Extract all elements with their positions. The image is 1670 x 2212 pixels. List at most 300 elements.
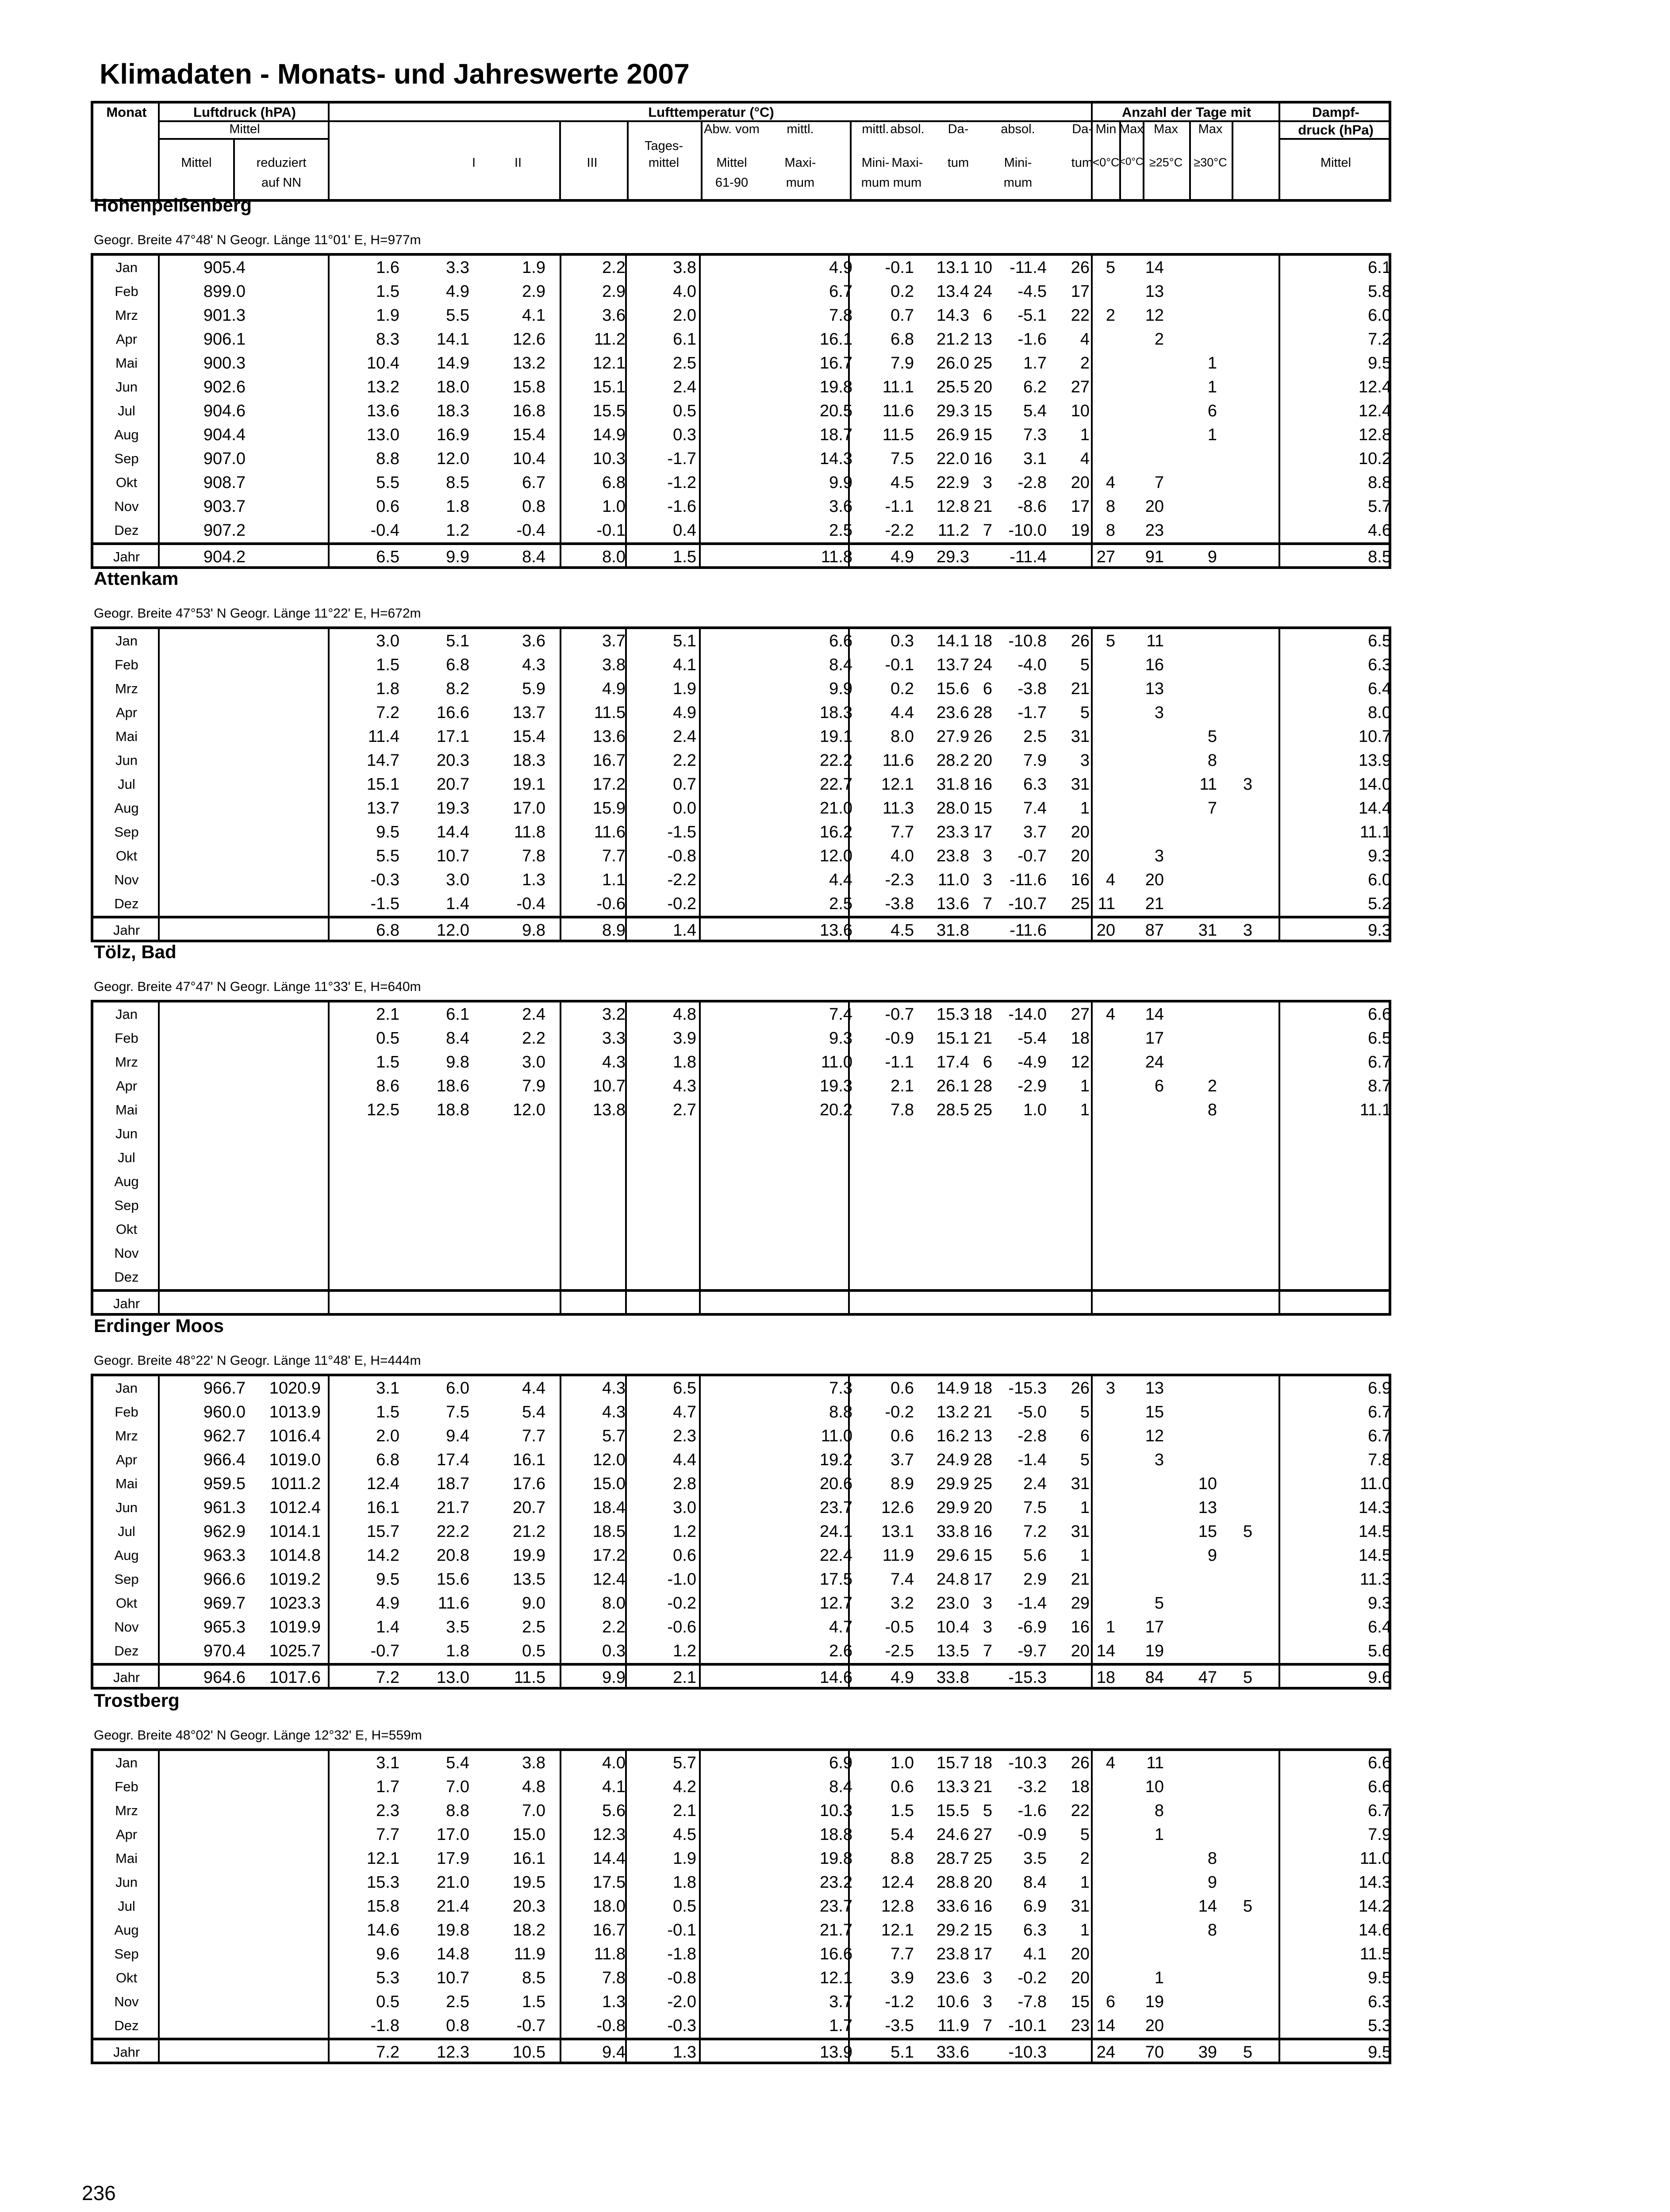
header-datum-a-1: Da- [948, 122, 969, 136]
cell-temp-III: 0.5 [522, 1642, 545, 1660]
cell-tagesmittel: 7.8 [602, 1969, 626, 1987]
table-row [93, 375, 1389, 399]
cell-datum-min: 1 [1080, 799, 1090, 818]
cell-absol-minimum: -10.3 [1008, 2043, 1047, 2062]
cell-datum-min: 5 [1080, 1451, 1090, 1469]
cell-dampfdruck: 5.6 [1368, 1642, 1391, 1660]
cell-datum-max: 24 [973, 282, 992, 301]
cell-temp-II: 18.6 [437, 1077, 469, 1095]
cell-mittl-maximum: 3.6 [829, 497, 852, 516]
cell-dampfdruck: 6.0 [1368, 306, 1391, 325]
cell-monat: Jul [118, 776, 135, 792]
cell-temp-II: 5.5 [446, 306, 469, 325]
cell-temp-I: -0.4 [370, 521, 399, 540]
cell-tagesmittel: 1.3 [602, 1993, 626, 2011]
cell-mittl-minimum: -0.5 [885, 1618, 914, 1636]
cell-mittl-minimum: -0.7 [885, 1005, 914, 1024]
table-row [93, 1472, 1389, 1496]
cell-datum-max: 7 [983, 521, 992, 540]
cell-mittl-minimum: 0.6 [891, 1778, 914, 1796]
cell-datum-min: 12 [1071, 1053, 1090, 1071]
cell-temp-I: 16.1 [367, 1498, 399, 1517]
cell-temp-II: 14.4 [437, 823, 469, 841]
cell-tage-eis: 3 [1154, 703, 1164, 722]
cell-tagesmittel: 8.9 [602, 921, 626, 940]
cell-datum-min: 26 [1071, 1754, 1090, 1772]
cell-mittl-maximum: 12.7 [820, 1594, 852, 1613]
station-name: Attenkam [94, 568, 179, 589]
cell-mittl-minimum: -3.8 [885, 895, 914, 913]
cell-dampfdruck: 7.9 [1368, 1825, 1391, 1844]
cell-abweichung: 0.6 [673, 1546, 696, 1565]
cell-absol-maximum: 22.0 [937, 449, 969, 468]
cell-tagesmittel: 11.6 [594, 823, 626, 841]
cell-luftdruck-reduziert: 1019.2 [269, 1570, 321, 1589]
cell-luftdruck-mittel: 962.7 [203, 1427, 246, 1445]
cell-dampfdruck: 5.3 [1368, 2016, 1391, 2035]
cell-absol-maximum: 10.6 [937, 1993, 969, 2011]
cell-temp-I: 1.8 [376, 680, 399, 698]
cell-datum-max: 28 [973, 703, 992, 722]
cell-dampfdruck: 11.0 [1359, 1475, 1391, 1493]
cell-temp-II: 7.5 [446, 1403, 469, 1421]
station-geo: Geogr. Breite 48°02' N Geogr. Länge 12°32' E, H=559m [94, 1728, 422, 1743]
cell-monat: Okt [115, 475, 138, 490]
cell-temp-II: 17.0 [437, 1825, 469, 1844]
table-row [93, 1146, 1389, 1170]
cell-temp-II: 16.9 [437, 426, 469, 444]
cell-dampfdruck: 6.3 [1368, 656, 1391, 674]
cell-abweichung: -0.3 [667, 2016, 696, 2035]
station-name: Tölz, Bad [94, 941, 177, 962]
cell-tage-eis: 14 [1145, 1005, 1164, 1024]
cell-luftdruck-reduziert: 1014.8 [269, 1546, 321, 1565]
cell-luftdruck-mittel: 963.3 [203, 1546, 246, 1565]
cell-absol-minimum: 3.7 [1023, 823, 1047, 841]
cell-absol-minimum: -3.2 [1017, 1778, 1047, 1796]
cell-tage-frost: 8 [1106, 521, 1115, 540]
cell-dampfdruck: 6.9 [1368, 1379, 1391, 1398]
cell-temp-I: 9.6 [376, 1945, 399, 1963]
cell-tage-eis: 24 [1145, 1053, 1164, 1071]
cell-monat: Jahr [113, 1670, 140, 1685]
cell-datum-max: 20 [973, 1498, 992, 1517]
cell-mittl-maximum: 20.6 [820, 1475, 852, 1493]
cell-tage-sommer: 13 [1198, 1498, 1217, 1517]
cell-temp-III: 1.3 [522, 871, 545, 889]
cell-dampfdruck: 8.7 [1368, 1077, 1391, 1095]
cell-datum-max: 3 [983, 1969, 992, 1987]
header-abw-1: Abw. vom [704, 122, 760, 136]
cell-temp-III: 20.3 [513, 1897, 545, 1916]
cell-tagesmittel: 5.7 [602, 1427, 626, 1445]
cell-absol-maximum: 24.6 [937, 1825, 969, 1844]
cell-absol-maximum: 23.6 [937, 1969, 969, 1987]
cell-datum-max: 3 [983, 473, 992, 492]
cell-dampfdruck: 14.6 [1359, 1921, 1391, 1939]
cell-mittl-maximum: 21.0 [820, 799, 852, 818]
cell-tagesmittel: 15.1 [593, 378, 626, 396]
cell-temp-II: 19.8 [437, 1921, 469, 1939]
cell-mittl-minimum: 11.3 [882, 799, 914, 818]
cell-tage-frost: 2 [1106, 306, 1115, 325]
cell-monat: Okt [115, 1595, 138, 1611]
table-row [93, 1194, 1389, 1217]
cell-monat: Mai [115, 1102, 138, 1118]
cell-temp-I: 0.6 [376, 497, 399, 516]
cell-tage-eis: 19 [1145, 1993, 1164, 2011]
cell-datum-min: 5 [1080, 1825, 1090, 1844]
cell-temp-III: 12.6 [513, 330, 545, 349]
cell-tagesmittel: 4.9 [602, 680, 626, 698]
cell-tage-sommer: 10 [1198, 1475, 1217, 1493]
header-maxi-2: Maxi- [784, 156, 816, 170]
cell-temp-III: 2.4 [522, 1005, 545, 1024]
cell-tagesmittel: 15.9 [593, 799, 626, 818]
cell-monat: Apr [115, 331, 138, 347]
header-amax-3: mum [893, 176, 922, 190]
cell-luftdruck-mittel: 964.6 [203, 1668, 246, 1687]
station-name: Trostberg [94, 1690, 180, 1711]
cell-temp-I: 9.5 [376, 823, 399, 841]
cell-abweichung: 1.8 [673, 1873, 696, 1892]
cell-dampfdruck: 8.0 [1368, 703, 1391, 722]
cell-absol-minimum: -5.4 [1017, 1029, 1047, 1048]
cell-absol-minimum: -5.1 [1017, 306, 1047, 325]
cell-mittl-maximum: 16.6 [820, 1945, 852, 1963]
table-row [93, 868, 1389, 892]
cell-temp-II: 21.7 [437, 1498, 469, 1517]
cell-temp-I: 6.8 [376, 1451, 399, 1469]
cell-temp-III: 7.0 [522, 1801, 545, 1820]
cell-temp-I: 1.5 [376, 656, 399, 674]
cell-abweichung: -2.2 [667, 871, 696, 889]
cell-tagesmittel: 4.0 [602, 1754, 626, 1772]
cell-dampfdruck: 8.8 [1368, 473, 1391, 492]
cell-monat: Jahr [113, 922, 140, 938]
cell-mittl-maximum: 22.7 [820, 775, 852, 794]
cell-tagesmittel: 17.5 [593, 1873, 626, 1892]
cell-temp-II: 12.0 [437, 921, 469, 940]
cell-absol-maximum: 14.3 [937, 306, 969, 325]
cell-mittl-maximum: 6.9 [829, 1754, 852, 1772]
cell-luftdruck-mittel: 907.2 [203, 521, 246, 540]
header-maxi-3: mum [786, 176, 815, 190]
table-row [93, 1639, 1389, 1663]
cell-absol-maximum: 23.0 [937, 1594, 969, 1613]
cell-monat: Feb [115, 657, 138, 672]
cell-tage-eis: 14 [1145, 258, 1164, 277]
cell-mittl-minimum: -2.3 [885, 871, 914, 889]
cell-mittl-maximum: 19.2 [820, 1451, 852, 1469]
cell-temp-I: 12.5 [367, 1101, 399, 1119]
cell-monat: Okt [115, 848, 138, 864]
cell-monat: Mai [115, 1851, 138, 1866]
header-mini-3: mum [861, 176, 890, 190]
cell-temp-II: 18.0 [437, 378, 469, 396]
cell-mittl-minimum: 7.7 [891, 823, 914, 841]
cell-tage-sommer: 9 [1207, 548, 1217, 566]
cell-temp-I: 15.3 [367, 1873, 399, 1892]
cell-luftdruck-mittel: 961.3 [203, 1498, 246, 1517]
cell-absol-minimum: -10.7 [1008, 895, 1047, 913]
cell-absol-minimum: -10.8 [1008, 632, 1047, 650]
cell-absol-minimum: -1.6 [1017, 1801, 1047, 1820]
station-table [91, 1000, 1391, 1316]
cell-tagesmittel: 3.6 [602, 306, 626, 325]
cell-tage-eis: 12 [1145, 1427, 1164, 1445]
cell-mittl-maximum: 19.8 [820, 1849, 852, 1868]
header-dampfdruck-2: druck (hPa) [1298, 122, 1374, 138]
cell-mittl-maximum: 16.7 [820, 354, 852, 373]
cell-abweichung: 2.4 [673, 378, 696, 396]
cell-absol-maximum: 29.3 [937, 402, 969, 420]
cell-mittl-maximum: 17.5 [820, 1570, 852, 1589]
cell-datum-min: 18 [1071, 1778, 1090, 1796]
cell-mittl-minimum: 3.7 [891, 1451, 914, 1469]
cell-tage-sommer: 6 [1207, 402, 1217, 420]
cell-absol-minimum: 1.0 [1023, 1101, 1047, 1119]
header-amin-2: Mini- [1004, 156, 1032, 170]
cell-luftdruck-mittel: 905.4 [203, 258, 246, 277]
cell-mittl-minimum: 0.2 [891, 282, 914, 301]
table-row [93, 1567, 1389, 1591]
cell-temp-II: 1.4 [446, 895, 469, 913]
cell-datum-min: 17 [1071, 282, 1090, 301]
cell-monat: Aug [114, 1548, 139, 1563]
cell-mittl-maximum: 7.4 [829, 1005, 852, 1024]
cell-abweichung: -1.0 [667, 1570, 696, 1589]
cell-absol-maximum: 33.6 [937, 2043, 969, 2062]
cell-dampfdruck: 5.8 [1368, 282, 1391, 301]
cell-monat: Nov [114, 872, 139, 887]
cell-luftdruck-mittel: 966.6 [203, 1570, 246, 1589]
cell-absol-minimum: 2.4 [1023, 1475, 1047, 1493]
cell-mittl-maximum: 23.2 [820, 1873, 852, 1892]
table-row [93, 796, 1389, 820]
cell-absol-maximum: 21.2 [937, 330, 969, 349]
cell-temp-III: 1.9 [522, 258, 545, 277]
cell-datum-max: 25 [973, 354, 992, 373]
cell-datum-min: 5 [1080, 703, 1090, 722]
cell-monat: Mai [115, 1476, 138, 1491]
cell-absol-minimum: 4.1 [1023, 1945, 1047, 1963]
cell-absol-minimum: -2.8 [1017, 1427, 1047, 1445]
header-abw-3: 61-90 [715, 176, 749, 190]
cell-abweichung: -1.5 [667, 823, 696, 841]
cell-temp-I: 2.0 [376, 1427, 399, 1445]
cell-tagesmittel: 12.0 [593, 1451, 626, 1469]
cell-temp-I: 5.5 [376, 847, 399, 865]
cell-absol-minimum: -3.8 [1017, 680, 1047, 698]
cell-tage-heiss: 5 [1243, 1668, 1252, 1687]
cell-abweichung: -0.8 [667, 1969, 696, 1987]
cell-absol-minimum: 6.3 [1023, 775, 1047, 794]
cell-absol-minimum: -6.9 [1017, 1618, 1047, 1636]
cell-tage-eis: 11 [1146, 632, 1164, 650]
cell-temp-III: 11.9 [514, 1945, 545, 1963]
cell-absol-minimum: -1.7 [1017, 703, 1047, 722]
cell-abweichung: 2.8 [673, 1475, 696, 1493]
cell-datum-max: 18 [973, 1379, 992, 1398]
cell-mittl-minimum: -0.9 [885, 1029, 914, 1048]
table-row [93, 1241, 1389, 1265]
cell-dampfdruck: 11.1 [1359, 1101, 1391, 1119]
cell-mittl-maximum: 13.9 [820, 2043, 852, 2062]
cell-temp-I: 10.4 [367, 354, 399, 373]
cell-datum-min: 26 [1071, 632, 1090, 650]
cell-temp-I: 15.8 [367, 1897, 399, 1916]
cell-monat: Feb [115, 1779, 138, 1794]
cell-temp-I: 7.2 [376, 703, 399, 722]
cell-mittl-minimum: 0.6 [891, 1379, 914, 1398]
cell-tagesmittel: 3.7 [602, 632, 626, 650]
cell-absol-maximum: 13.2 [937, 1403, 969, 1421]
cell-datum-min: 31 [1071, 1522, 1090, 1541]
cell-temp-II: 9.9 [446, 548, 469, 566]
cell-mittl-maximum: 11.0 [821, 1053, 852, 1071]
cell-tagesmittel: 3.3 [602, 1029, 626, 1048]
cell-datum-max: 15 [973, 799, 992, 818]
cell-temp-II: 22.2 [437, 1522, 469, 1541]
cell-tage-heiss: 5 [1243, 2043, 1252, 2062]
cell-absol-minimum: 3.5 [1023, 1849, 1047, 1868]
cell-temp-I: 5.3 [376, 1969, 399, 1987]
cell-temp-III: 16.1 [513, 1849, 545, 1868]
cell-abweichung: -1.8 [667, 1945, 696, 1963]
cell-tage-sommer: 1 [1207, 426, 1217, 444]
cell-temp-II: 13.0 [437, 1668, 469, 1687]
cell-dampfdruck: 6.7 [1368, 1427, 1391, 1445]
cell-absol-minimum: 6.9 [1023, 1897, 1047, 1916]
cell-abweichung: 4.5 [673, 1825, 696, 1844]
cell-temp-I: 13.0 [367, 426, 399, 444]
cell-temp-II: 18.3 [437, 402, 469, 420]
cell-datum-min: 2 [1080, 1849, 1090, 1868]
cell-absol-maximum: 29.2 [937, 1921, 969, 1939]
cell-mittl-maximum: 9.9 [829, 680, 852, 698]
cell-datum-max: 26 [973, 727, 992, 746]
cell-monat: Nov [114, 1245, 139, 1261]
cell-datum-max: 16 [973, 449, 992, 468]
cell-absol-minimum: 6.3 [1023, 1921, 1047, 1939]
cell-tagesmittel: 3.8 [602, 656, 626, 674]
cell-datum-max: 3 [983, 1993, 992, 2011]
cell-abweichung: 1.8 [673, 1053, 696, 1071]
station-table [91, 1374, 1391, 1690]
cell-dampfdruck: 14.5 [1359, 1522, 1391, 1541]
cell-dampfdruck: 6.1 [1368, 258, 1391, 277]
cell-monat: Sep [114, 1571, 139, 1587]
cell-luftdruck-reduziert: 1011.2 [270, 1475, 321, 1493]
cell-monat: Jun [115, 379, 138, 395]
cell-luftdruck-mittel: 962.9 [203, 1522, 246, 1541]
cell-abweichung: 2.3 [673, 1427, 696, 1445]
cell-datum-min: 19 [1071, 521, 1090, 540]
cell-datum-min: 22 [1071, 306, 1090, 325]
cell-monat: Mrz [115, 1054, 138, 1070]
header-amin-3: mum [1003, 176, 1033, 190]
cell-abweichung: 3.8 [673, 258, 696, 277]
table-row [93, 1615, 1389, 1639]
cell-absol-minimum: -8.6 [1017, 497, 1047, 516]
cell-tagesmittel: 12.1 [593, 354, 626, 373]
cell-tage-eis: 1 [1154, 1825, 1164, 1844]
cell-tagesmittel: 6.8 [602, 473, 626, 492]
cell-dampfdruck: 6.3 [1368, 1993, 1391, 2011]
cell-temp-III: 2.5 [522, 1618, 545, 1636]
cell-tagesmittel: 2.9 [602, 282, 626, 301]
cell-temp-III: 10.4 [513, 449, 545, 468]
cell-datum-min: 4 [1080, 449, 1090, 468]
cell-tagesmittel: 17.2 [593, 1546, 626, 1565]
cell-tage-eis: 2 [1154, 330, 1164, 349]
cell-luftdruck-reduziert: 1020.9 [269, 1379, 321, 1398]
cell-absol-maximum: 14.9 [937, 1379, 969, 1398]
cell-monat: Jul [118, 1898, 135, 1914]
cell-datum-min: 21 [1071, 1570, 1090, 1589]
cell-tage-sommer: 2 [1207, 1077, 1217, 1095]
cell-datum-min: 1 [1080, 1498, 1090, 1517]
cell-datum-min: 1 [1080, 1873, 1090, 1892]
cell-tagesmittel: 4.3 [602, 1379, 626, 1398]
cell-tage-frost: 24 [1096, 2043, 1115, 2062]
cell-monat: Jun [115, 1874, 138, 1890]
cell-mittl-minimum: 7.4 [891, 1570, 914, 1589]
cell-luftdruck-reduziert: 1014.1 [269, 1522, 321, 1541]
cell-dampfdruck: 8.5 [1368, 548, 1391, 566]
cell-dampfdruck: 12.4 [1359, 402, 1391, 420]
cell-mittl-minimum: -0.2 [885, 1403, 914, 1421]
cell-mittl-maximum: 7.8 [829, 306, 852, 325]
cell-abweichung: 0.7 [673, 775, 696, 794]
cell-absol-maximum: 15.1 [937, 1029, 969, 1048]
cell-temp-III: 1.5 [522, 1993, 545, 2011]
cell-datum-min: 1 [1080, 426, 1090, 444]
cell-temp-I: 8.8 [376, 449, 399, 468]
cell-temp-I: 0.5 [376, 1993, 399, 2011]
cell-tagesmittel: 5.6 [602, 1801, 626, 1820]
cell-abweichung: -2.0 [667, 1993, 696, 2011]
cell-temp-II: 8.5 [446, 473, 469, 492]
cell-temp-II: 15.6 [437, 1570, 469, 1589]
cell-temp-III: 4.1 [522, 306, 545, 325]
cell-tage-frost: 4 [1106, 473, 1115, 492]
cell-tagesmittel: 14.4 [593, 1849, 626, 1868]
cell-datum-max: 3 [983, 847, 992, 865]
table-row [93, 1050, 1389, 1074]
cell-tage-eis: 1 [1154, 1969, 1164, 1987]
cell-mittl-minimum: 0.6 [891, 1427, 914, 1445]
cell-mittl-minimum: 5.1 [891, 2043, 914, 2062]
cell-datum-min: 1 [1080, 1101, 1090, 1119]
cell-absol-minimum: -2.9 [1017, 1077, 1047, 1095]
cell-datum-max: 20 [973, 751, 992, 770]
cell-tagesmittel: 1.0 [602, 497, 626, 516]
table-row [93, 1002, 1389, 1026]
cell-datum-min: 4 [1080, 330, 1090, 349]
cell-temp-II: 14.8 [437, 1945, 469, 1963]
cell-monat: Okt [115, 1970, 138, 1985]
cell-monat: Dez [114, 522, 139, 538]
cell-datum-min: 5 [1080, 1403, 1090, 1421]
cell-temp-III: 9.8 [522, 921, 545, 940]
table-row [93, 495, 1389, 518]
cell-mittl-minimum: 12.4 [881, 1873, 914, 1892]
cell-absol-minimum: 3.1 [1023, 449, 1047, 468]
table-row [93, 1265, 1389, 1289]
cell-luftdruck-mittel: 966.7 [203, 1379, 246, 1398]
